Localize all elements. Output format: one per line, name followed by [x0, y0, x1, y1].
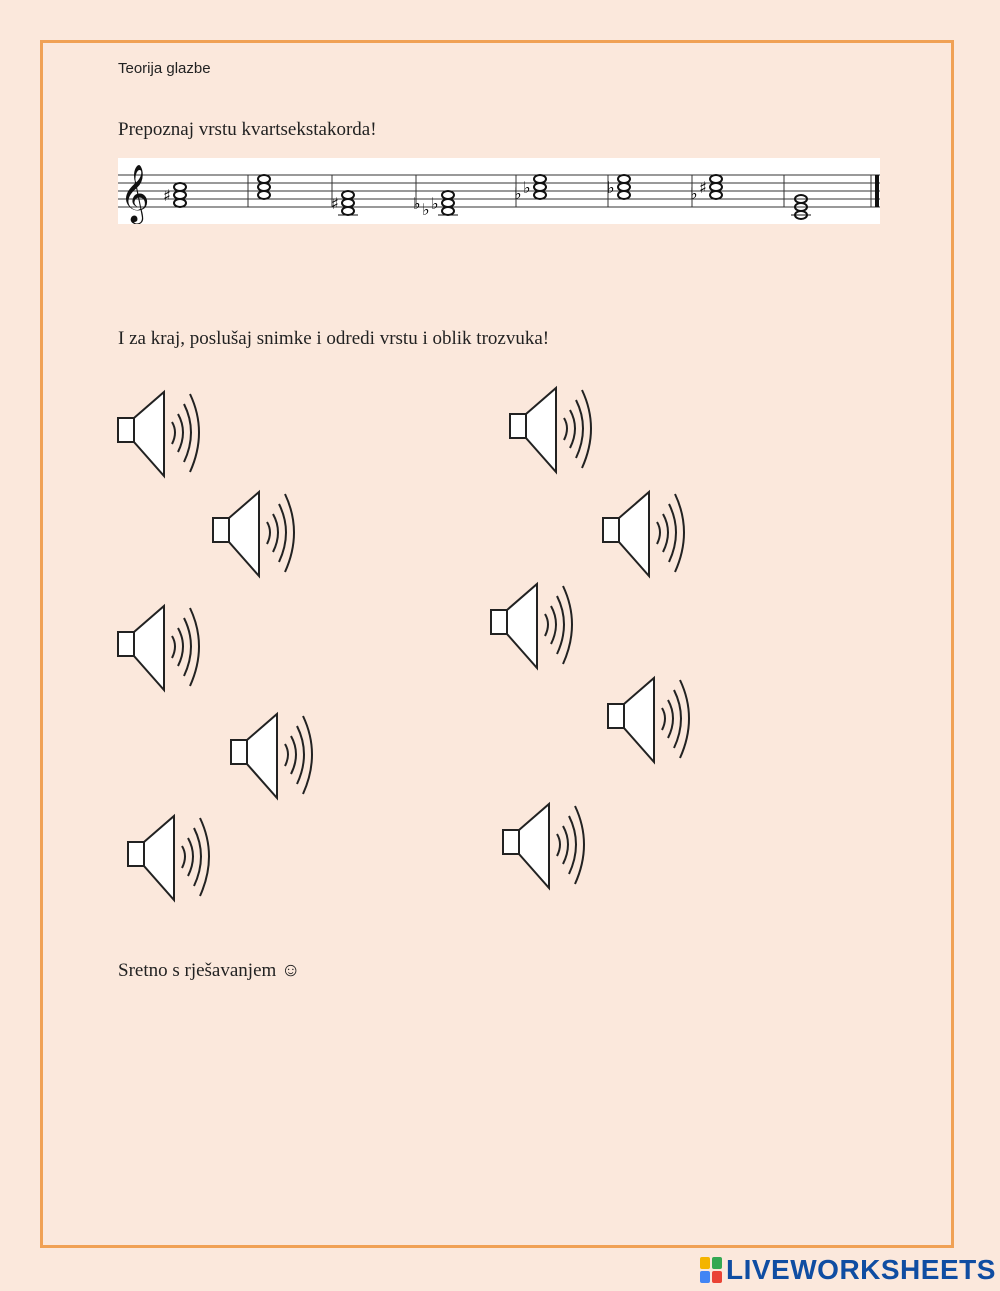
note-head — [258, 183, 270, 191]
brand-name: LIVEWORKSHEETS — [726, 1254, 996, 1285]
audio-play-button[interactable] — [116, 388, 212, 480]
chord — [331, 191, 358, 215]
audio-play-button[interactable] — [211, 488, 307, 580]
speaker-icon — [606, 674, 702, 766]
chord — [413, 191, 458, 219]
subject-header: Teorija glazbe — [118, 60, 211, 77]
note-head — [342, 207, 354, 215]
speaker-icon — [501, 800, 597, 892]
flat-icon: ♭ — [690, 184, 698, 203]
note-head — [258, 175, 270, 183]
audio-play-button[interactable] — [229, 710, 325, 802]
note-head — [534, 183, 546, 191]
note-head — [618, 175, 630, 183]
audio-play-button[interactable] — [601, 488, 697, 580]
audio-play-button[interactable] — [116, 602, 212, 694]
note-head — [710, 175, 722, 183]
flat-icon: ♭ — [413, 194, 421, 213]
speaker-icon — [508, 384, 604, 476]
speaker-icon — [116, 602, 212, 694]
note-head — [174, 183, 186, 191]
audio-play-button[interactable] — [508, 384, 604, 476]
speaker-icon — [126, 812, 222, 904]
note-head — [442, 207, 454, 215]
task1-instruction: Prepoznaj vrstu kvartsekstakorda! — [118, 119, 377, 140]
chord — [163, 183, 186, 207]
flat-icon: ♭ — [607, 178, 615, 197]
speaker-icon — [601, 488, 697, 580]
speaker-icon — [229, 710, 325, 802]
note-head — [442, 191, 454, 199]
speaker-icon — [211, 488, 307, 580]
note-head — [174, 199, 186, 207]
note-head — [342, 199, 354, 207]
sharp-icon: ♯ — [699, 178, 707, 197]
note-head — [534, 191, 546, 199]
flat-icon: ♭ — [514, 184, 522, 203]
note-head — [258, 191, 270, 199]
chord — [607, 175, 630, 199]
flat-icon: ♭ — [523, 178, 531, 197]
audio-play-button[interactable] — [126, 812, 222, 904]
closing-text: Sretno s rješavanjem ☺ — [118, 960, 301, 981]
audio-play-button[interactable] — [489, 580, 585, 672]
liveworksheets-logo-icon — [700, 1257, 722, 1283]
speaker-icon — [116, 388, 212, 480]
audio-play-button[interactable] — [501, 800, 597, 892]
task2-instruction: I za kraj, poslušaj snimke i odredi vrstu i oblik trozvuka! — [118, 328, 550, 349]
music-staff — [118, 158, 880, 224]
treble-clef-icon: 𝄞 — [120, 164, 150, 222]
note-head — [342, 191, 354, 199]
note-head — [618, 191, 630, 199]
sharp-icon: ♯ — [163, 186, 171, 205]
note-head — [174, 191, 186, 199]
audio-play-button[interactable] — [606, 674, 702, 766]
sharp-icon: ♯ — [331, 194, 339, 213]
brand-logo — [700, 1255, 996, 1285]
note-head — [618, 183, 630, 191]
note-head — [710, 183, 722, 191]
flat-icon: ♭ — [431, 194, 439, 213]
note-head — [534, 175, 546, 183]
speaker-icon — [489, 580, 585, 672]
note-head — [710, 191, 722, 199]
chord — [258, 175, 270, 199]
flat-icon: ♭ — [422, 200, 430, 219]
note-head — [442, 199, 454, 207]
